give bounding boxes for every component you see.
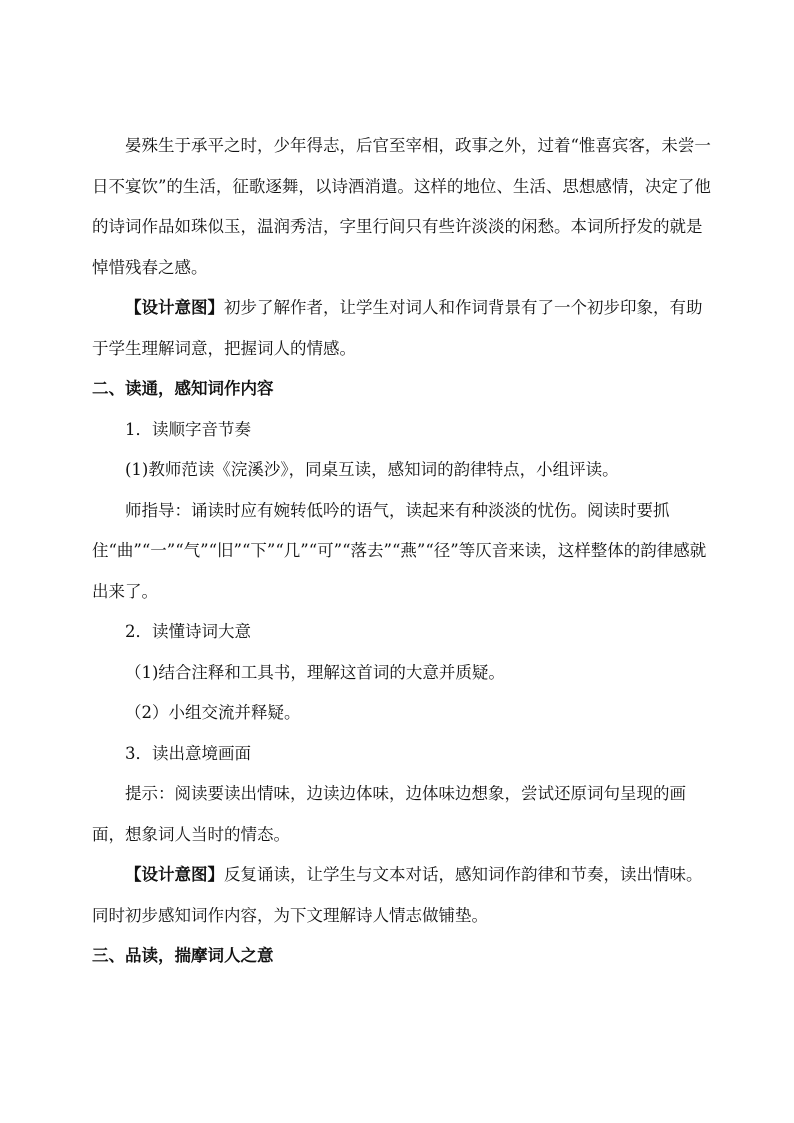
document-body	[92, 126, 718, 977]
paragraph-design-intent-2	[92, 855, 718, 936]
paragraph-annotation-task: （1)结合注释和工具书，理解这首词的大意并质疑。	[125, 662, 505, 682]
paragraph-teacher-guidance: 师指导：诵读时应有婉转低吟的语气，读起来有种淡淡的忧伤。阅读时要抓住“曲”“一”“气”“旧”“下”“几”“可”“落去”“燕”“径”等仄音来读，这样整体的韵律感就出来了。	[92, 500, 707, 601]
design-intent-tag: 【设计意图】	[125, 298, 224, 317]
design-intent-tag: 【设计意图】	[125, 865, 224, 884]
step-heading-2: 2．读懂诗词大意	[125, 622, 251, 641]
paragraph-author-background: 晏殊生于承平之时，少年得志，后官至宰相，政事之外，过着“惟喜宾客，未尝一日不宴饮”的生活，征歌逐舞，以诗酒消遣。这样的地位、生活、思想感情，决定了他的诗词作品如珠似玉，温润秀洁，字里行间只有些许淡淡的闲愁。本词所抒发的就是悼惜残春之感。	[92, 136, 711, 277]
step-heading-1: 1．读顺字音节奏	[125, 419, 251, 439]
section-heading-3: 三、品读，揣摩词人之意	[92, 946, 274, 965]
paragraph-reading-tip: 提示：阅读要读出情味，边读边体味，边体味边想象，尝试还原词句呈现的画面，想象词人当时的情态。	[92, 784, 686, 844]
design-intent-text: 初步了解作者，让学生对词人和作词背景有了一个初步印象，有助于学生理解词意，把握词人的情感。	[92, 298, 703, 358]
section-heading-2: 二、读通，感知词作内容	[92, 379, 274, 398]
paragraph-design-intent-1	[92, 288, 718, 369]
step-heading-3: 3．读出意境画面	[125, 743, 251, 763]
design-intent-text: 反复诵读，让学生与文本对话，感知词作韵律和节奏，读出情味。同时初步感知词作内容，为下文理解诗人情志做铺垫。	[92, 865, 703, 925]
paragraph-teacher-reading: (1)教师范读《浣溪沙》，同桌互读，感知词的韵律特点，小组评读。	[125, 460, 619, 479]
paragraph-group-discussion: （2）小组交流并释疑。	[125, 703, 301, 722]
